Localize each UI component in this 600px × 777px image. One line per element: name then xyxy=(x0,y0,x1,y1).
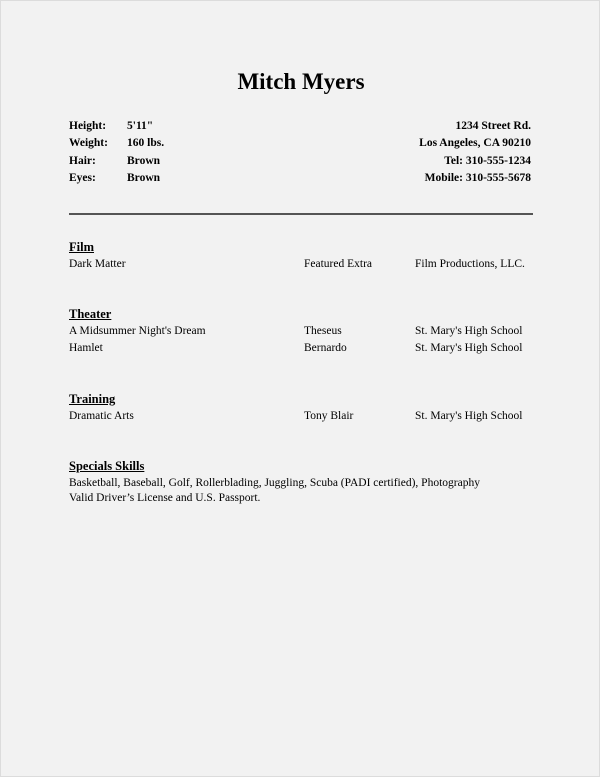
credit-row xyxy=(69,340,539,358)
stat-label: Weight: xyxy=(69,137,108,150)
stat-value: Brown xyxy=(127,172,161,185)
credit-row xyxy=(69,255,539,273)
stat-label: Eyes: xyxy=(69,172,96,185)
section-title-film: Film xyxy=(69,240,94,254)
credit-row xyxy=(69,322,539,340)
divider xyxy=(69,213,533,215)
credit-project: Dark Matter xyxy=(69,257,126,270)
credit-role: Featured Extra xyxy=(304,257,373,270)
section-title-training: Training xyxy=(69,392,116,406)
stat-row-hair xyxy=(69,152,164,170)
contact-city: Los Angeles, CA 90210 xyxy=(419,137,531,150)
stat-label: Hair: xyxy=(69,154,96,167)
credit-project: Dramatic Arts xyxy=(69,409,134,422)
stat-row-height xyxy=(69,117,164,135)
section-film xyxy=(69,237,539,273)
skills-line: Basketball, Baseball, Golf, Rollerblading, Juggling, Scuba (PADI certified), Photography xyxy=(69,476,480,489)
stat-label: Height: xyxy=(69,119,107,132)
contact-info xyxy=(419,117,531,187)
stat-row-eyes xyxy=(69,170,164,188)
credit-role: Bernardo xyxy=(304,342,347,355)
contact-street: 1234 Street Rd. xyxy=(455,119,531,132)
credit-company: St. Mary's High School xyxy=(415,409,523,422)
section-skills xyxy=(69,456,539,505)
credit-role: Theseus xyxy=(304,324,342,337)
section-training xyxy=(69,389,539,425)
credit-role: Tony Blair xyxy=(304,409,354,422)
contact-tel: Tel: 310-555-1234 xyxy=(444,154,531,167)
resume-name: Mitch Myers xyxy=(237,69,365,94)
stat-row-weight xyxy=(69,135,164,153)
physical-stats xyxy=(69,117,164,187)
stat-value: Brown xyxy=(127,154,161,167)
stat-value: 160 lbs. xyxy=(127,137,165,150)
skills-line: Valid Driver’s License and U.S. Passport. xyxy=(69,491,261,504)
credit-project: A Midsummer Night's Dream xyxy=(69,324,206,337)
credit-row xyxy=(69,407,539,425)
section-theater xyxy=(69,304,539,357)
section-title-skills: Specials Skills xyxy=(69,459,145,473)
credit-company: St. Mary's High School xyxy=(415,324,523,337)
contact-mobile: Mobile: 310-555-5678 xyxy=(424,172,531,185)
section-title-theater: Theater xyxy=(69,307,112,321)
credit-project: Hamlet xyxy=(69,342,103,355)
credit-company: Film Productions, LLC. xyxy=(415,257,525,270)
credit-company: St. Mary's High School xyxy=(415,342,523,355)
stat-value: 5'11" xyxy=(127,119,154,132)
